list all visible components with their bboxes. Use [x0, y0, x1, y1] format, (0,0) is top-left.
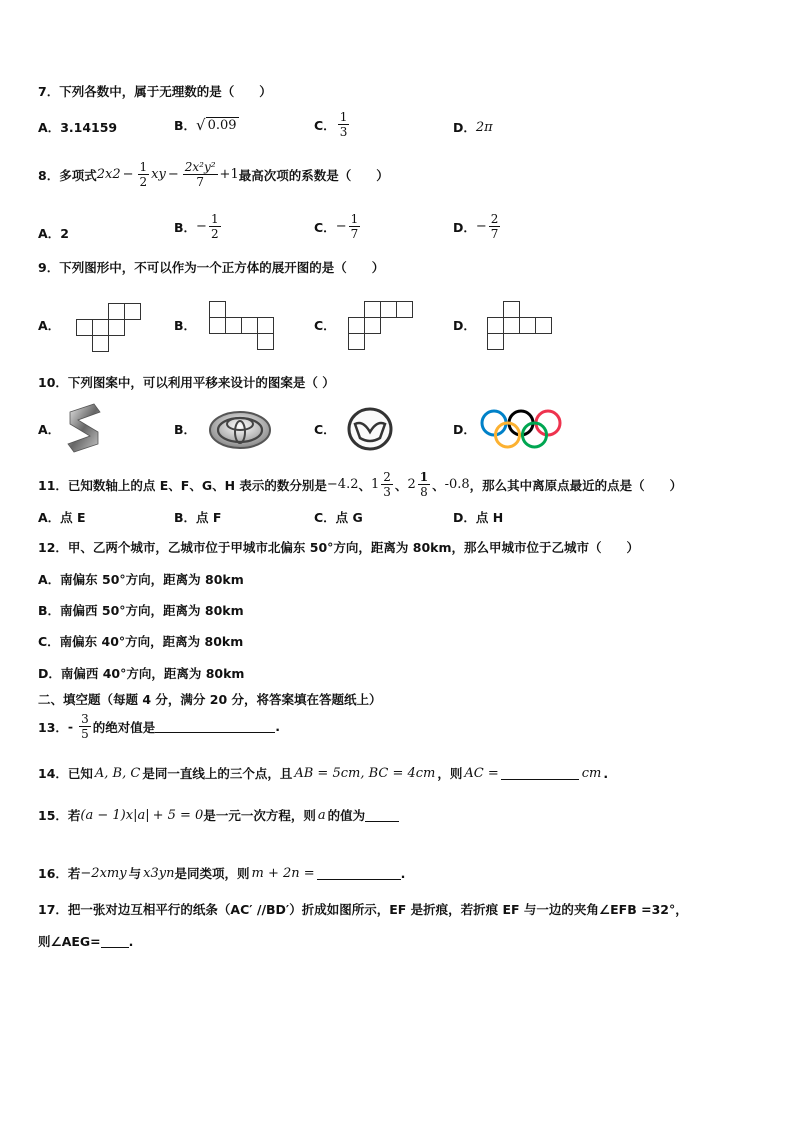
cube-net-c[interactable] — [347, 300, 417, 354]
q13-stem: 13． - $\frac{3}{5}$ 的绝对值是 . — [38, 712, 281, 741]
q15-stem: 15．若 (a − 1)x |a| + 5 = 0 是一元一次方程，则 a 的值为 — [38, 806, 399, 824]
q11-option-b[interactable]: B．点 F — [174, 510, 222, 525]
q12-option-c[interactable]: C．南偏东 40°方向，距离为 80km — [38, 634, 244, 649]
suzuki-logo-icon[interactable] — [64, 402, 104, 454]
mazda-logo-icon[interactable] — [346, 406, 394, 452]
q9-label-c[interactable]: C． — [314, 318, 336, 333]
q9-label-b[interactable]: B． — [174, 318, 197, 333]
q10-label-b[interactable]: B． — [174, 422, 197, 437]
q9-stem: 9．下列图形中，不可以作为一个正方体的展开图的是（ ） — [38, 260, 385, 275]
q8-option-d[interactable]: D． − $\frac{2}{7}$ — [453, 212, 499, 241]
q10-label-a[interactable]: A． — [38, 422, 61, 437]
q7-option-a[interactable]: A． 3.14159 — [38, 119, 118, 135]
q16-stem: 16．若 −2x m y 与 x 3 y n 是同类项，则 m + 2n = . — [38, 865, 406, 881]
q14-stem: 14．已知 A, B, C 是同一直线上的三个点，且 AB = 5cm, BC = 4cm ，则 AC = cm . — [38, 765, 609, 781]
answer-blank[interactable] — [101, 935, 129, 948]
q17-stem-line1: 17．把一张对边互相平行的纸条（AC′ //BD′）折成如图所示，EF 是折痕，若折痕 EF 与一边的夹角∠EFB =32°， — [38, 902, 688, 917]
q9-label-d[interactable]: D． — [453, 318, 476, 333]
q8-option-a[interactable]: A． 2 — [38, 225, 69, 241]
q12-stem: 12．甲、乙两个城市，乙城市位于甲城市北偏东 50°方向，距离为 80km，那么甲城市位于乙城市（ ） — [38, 540, 639, 555]
q10-label-c[interactable]: C． — [314, 422, 336, 437]
answer-blank[interactable] — [365, 809, 399, 822]
q7-option-d[interactable]: D． 2π — [453, 119, 493, 135]
answer-blank[interactable] — [317, 867, 401, 880]
q11-option-a[interactable]: A．点 E — [38, 510, 86, 525]
q9-label-a[interactable]: A． — [38, 318, 61, 333]
cube-net-a[interactable] — [76, 302, 144, 354]
answer-blank[interactable] — [155, 720, 275, 733]
cube-net-b[interactable] — [208, 300, 278, 354]
answer-blank[interactable] — [501, 767, 579, 780]
sqrt-symbol: √ — [196, 116, 206, 134]
q10-label-d[interactable]: D． — [453, 422, 476, 437]
q10-stem: 10．下列图案中，可以利用平移来设计的图案是（ ） — [38, 375, 335, 390]
q7-option-b[interactable]: B． √ 0.09 — [174, 116, 237, 134]
q11-option-d[interactable]: D．点 H — [453, 510, 504, 525]
section-heading-fill-in: 二、填空题（每题 4 分，满分 20 分，将答案填在答题纸上） — [38, 692, 382, 707]
cube-net-d[interactable] — [486, 300, 556, 354]
q8-option-b[interactable]: B． − $\frac{1}{2}$ — [174, 212, 219, 241]
toyota-logo-icon[interactable] — [208, 410, 272, 450]
q11-stem: 11．已知数轴上的点 E、F、G、H 表示的数分别是 −4.2 、 1 $\frac{2}{3}$ 、 2 $\frac{1}{8}$ 、 -0.8 ，那么其中离原点最近的点是（ ） — [38, 470, 683, 499]
q7-option-c[interactable]: C． $\frac{1}{3}$ — [314, 110, 348, 139]
q12-option-a[interactable]: A．南偏东 50°方向，距离为 80km — [38, 572, 244, 587]
fraction: $\frac{1}{3}$ — [339, 110, 348, 139]
q11-option-c[interactable]: C．点 G — [314, 510, 363, 525]
q8-stem: 8．多项式 2x 2 − $\frac{1}{2}$ xy − $\frac{\text{2x²y²}}{7}$ +1 最高次项的系数是（ ） — [38, 160, 389, 189]
q7-stem: 7．下列各数中，属于无理数的是（ ） — [38, 84, 272, 99]
q12-option-d[interactable]: D．南偏西 40°方向，距离为 80km — [38, 666, 245, 681]
olympic-rings-icon[interactable] — [478, 408, 564, 450]
q17-stem-line2: 则∠AEG= . — [38, 933, 134, 949]
q8-option-c[interactable]: C． − $\frac{1}{7}$ — [314, 212, 359, 241]
q12-option-b[interactable]: B．南偏西 50°方向，距离为 80km — [38, 603, 244, 618]
